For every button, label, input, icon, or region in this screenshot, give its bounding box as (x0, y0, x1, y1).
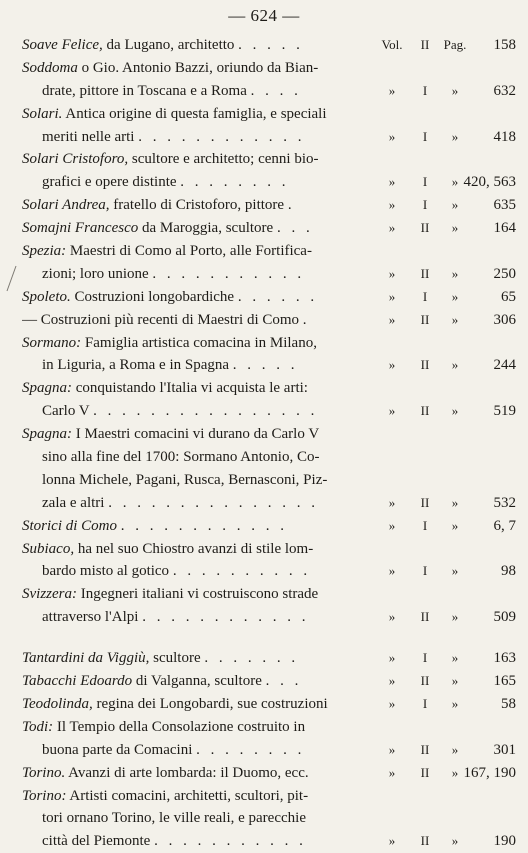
page-marker: » (451, 741, 459, 757)
volume-marker: » (388, 174, 396, 190)
entry-name: Spagna: (22, 426, 72, 443)
entry-text (22, 57, 377, 80)
dot-leader: . . . . . . . . . . . . (142, 609, 309, 626)
entry-text (22, 194, 377, 217)
volume-marker: » (388, 311, 396, 327)
page-marker: » (451, 357, 459, 373)
index-entry (0, 240, 528, 263)
entry-text (42, 560, 377, 583)
page-reference: 98 (501, 563, 516, 580)
entry-text (22, 583, 377, 606)
volume-marker: » (388, 609, 396, 625)
page-marker: » (451, 174, 459, 190)
page-reference: 418 (493, 128, 516, 145)
page-marker: » (451, 494, 459, 510)
entry-description: fratello di Cristoforo, pittore (109, 197, 285, 214)
page-marker: » (451, 197, 459, 213)
index-entry (0, 538, 528, 561)
volume-number: I (422, 517, 428, 533)
index-entry (0, 103, 528, 126)
entry-description: meriti nelle arti (42, 128, 135, 145)
volume-number: II (420, 220, 430, 236)
entry-name: Spezia: (22, 243, 67, 260)
dot-leader: . . . . . . . . . . (172, 563, 311, 580)
index-entry (0, 332, 528, 355)
dot-leader: . . . . . . . . . . . . (138, 128, 305, 145)
volume-number: II (420, 673, 430, 689)
page-reference: 190 (493, 833, 516, 850)
entry-text (42, 400, 377, 423)
index-entry (0, 377, 528, 400)
entry-description: Carlo V (42, 403, 90, 420)
page-reference: 509 (493, 609, 516, 626)
dot-leader: . . . . . . . . . . . (152, 265, 305, 282)
page-marker: » (451, 311, 459, 327)
entry-text (22, 716, 377, 739)
entry-text (22, 286, 377, 309)
volume-number: I (422, 650, 428, 666)
entry-name: Solari. (22, 105, 63, 122)
entry-name: Tantardini da Viggiù, (22, 650, 150, 667)
page-reference: 163 (493, 650, 516, 667)
entry-name: Teodolinda, (22, 695, 93, 712)
page-reference: 301 (493, 741, 516, 758)
dot-leader: . . . . . . . . . . . (154, 833, 307, 850)
page-marker: » (451, 82, 459, 98)
index-entry (0, 34, 528, 57)
entry-description: lonna Michele, Pagani, Rusca, Bernasconi, Piz- (42, 471, 328, 488)
entry-name: Torino: (22, 787, 67, 804)
entry-text (22, 670, 377, 693)
index-entry-continuation (0, 606, 528, 629)
entry-text (42, 171, 377, 194)
index-entry (0, 309, 528, 332)
entry-description: I Maestri comacini vi durano da Carlo V (72, 426, 320, 443)
volume-marker: » (388, 833, 396, 849)
entry-text (42, 606, 377, 629)
page-marker: » (451, 517, 459, 533)
page-number: — 624 — (228, 6, 300, 25)
entry-description: Costruzioni longobardiche (70, 288, 235, 305)
volume-number: II (420, 609, 430, 625)
index-entry (0, 785, 528, 808)
volume-marker: » (388, 695, 396, 711)
entry-description: o Gio. Antonio Bazzi, oriundo da Bian- (77, 59, 319, 76)
index-entry (0, 762, 528, 785)
volume-number: I (422, 128, 428, 144)
volume-marker: » (388, 288, 396, 304)
page-marker: » (451, 563, 459, 579)
page-marker: » (451, 220, 459, 236)
entry-description: Famiglia artistica comacina in Milano, (81, 334, 317, 351)
dot-leader: . . . . . . (237, 288, 318, 305)
entry-text (22, 515, 377, 538)
index-entry (0, 583, 528, 606)
page-marker: » (451, 265, 459, 281)
index-entry (0, 286, 528, 309)
page-marker: » (451, 695, 459, 711)
page-reference: 65 (501, 288, 516, 305)
entry-text (22, 148, 377, 171)
page-marker: » (451, 288, 459, 304)
entry-description: buona parte da Comacini (42, 741, 193, 758)
entry-description: grafici e opere distinte (42, 174, 177, 191)
volume-number: II (420, 494, 430, 510)
entry-name: Todi: (22, 718, 54, 735)
volume-number: II (420, 833, 430, 849)
dot-leader: . . . . . . . (204, 650, 299, 667)
volume-number: II (420, 357, 430, 373)
dot-leader: . (302, 311, 311, 328)
entry-name: Sormano: (22, 334, 82, 351)
dot-leader: . (287, 197, 296, 214)
volume-number: II (420, 764, 430, 780)
entry-text (22, 34, 377, 57)
entry-description: da Lugano, architetto (102, 37, 235, 53)
entry-description: Antica origine di questa famiglia, e speciali (62, 105, 327, 122)
entry-description: Ingegneri italiani vi costruiscono strade (77, 586, 319, 603)
entry-description: tori ornano Torino, le ville reali, e parecchie (42, 810, 306, 827)
entry-description: Artisti comacini, architetti, scultori, pit- (66, 787, 309, 804)
page-marker: » (451, 609, 459, 625)
volume-number: II (420, 741, 430, 757)
index-entry (0, 693, 528, 716)
page-reference: 58 (501, 695, 516, 712)
entry-text (42, 354, 377, 377)
index-entry-continuation (0, 830, 528, 853)
entry-description: in Liguria, a Roma e in Spagna (42, 357, 230, 374)
entry-name: Tabacchi Edoardo (22, 673, 133, 690)
entry-name: Somajni Francesco (22, 220, 139, 237)
entry-text (22, 103, 377, 126)
page-reference: 632 (493, 82, 516, 99)
entry-description: drate, pittore in Toscana e a Roma (42, 82, 247, 99)
volume-number: I (422, 563, 428, 579)
index-entry (0, 716, 528, 739)
index-entries (0, 34, 528, 853)
index-entry (0, 217, 528, 240)
entry-text (22, 693, 377, 716)
entry-text (42, 739, 377, 762)
index-entry-continuation (0, 80, 528, 103)
page-reference: 250 (493, 265, 516, 282)
section-gap (0, 629, 528, 647)
dot-leader: . . . (276, 220, 314, 237)
entry-text (42, 830, 377, 853)
entry-name: Spagna: (22, 380, 72, 397)
index-entry (0, 647, 528, 670)
volume-marker: » (388, 82, 396, 98)
volume-marker: » (388, 517, 396, 533)
entry-text (22, 538, 377, 561)
page-reference: 164 (493, 220, 516, 237)
index-entry-continuation (0, 126, 528, 149)
page-reference: 532 (493, 494, 516, 511)
entry-name: Subiaco, (22, 540, 75, 557)
index-entry-continuation (0, 263, 528, 286)
volume-marker: » (388, 220, 396, 236)
entry-description: da Maroggia, scultore (138, 220, 274, 237)
index-entry-continuation (0, 469, 528, 492)
entry-description: ha nel suo Chiostro avanzi di stile lom- (74, 540, 314, 557)
index-entry (0, 423, 528, 446)
entry-text (22, 423, 377, 446)
entry-text (22, 377, 377, 400)
entry-text (22, 762, 377, 785)
volume-marker: » (388, 764, 396, 780)
entry-name: Torino. (22, 764, 66, 781)
page-marker: » (451, 764, 459, 780)
page-marker: Pag. (443, 37, 467, 52)
dot-leader: . . . . . (238, 37, 304, 53)
volume-number: II (420, 403, 430, 419)
page-marker: » (451, 650, 459, 666)
entry-text (22, 309, 377, 332)
dot-leader: . . . . . . . . (180, 174, 290, 191)
entry-text (22, 785, 377, 808)
index-entry-continuation (0, 446, 528, 469)
volume-number: I (422, 288, 428, 304)
index-entry-continuation (0, 400, 528, 423)
volume-marker: » (388, 650, 396, 666)
volume-marker: » (388, 128, 396, 144)
dot-leader: . . . . . . . . . . . . . . . (108, 494, 319, 511)
page-reference: 167, 190 (463, 764, 516, 781)
entry-name: Svizzera: (22, 586, 77, 603)
page-marker: » (451, 833, 459, 849)
entry-name: Solari Cristoforo, (22, 151, 129, 168)
entry-description: bardo misto al gotico (42, 563, 170, 580)
page-reference: 244 (493, 357, 516, 374)
entry-text (22, 217, 377, 240)
dot-leader: . . . . . . . . . . . . . . . . (93, 403, 318, 420)
entry-text (42, 126, 377, 149)
entry-description: Maestri di Como al Porto, alle Fortifica- (66, 243, 312, 260)
dot-leader: . . . . . . . . (196, 741, 305, 758)
index-entry (0, 515, 528, 538)
volume-number: I (422, 174, 428, 190)
entry-description: scultore e architetto; cenni bio- (128, 151, 319, 168)
entry-description: zala e altri (42, 494, 105, 511)
volume-marker: » (388, 197, 396, 213)
entry-description: zioni; loro unione (42, 265, 149, 282)
entry-name: Spoleto. (22, 288, 71, 305)
index-entry-continuation (0, 807, 528, 830)
dot-leader: . . . . . . . . . . . . (120, 517, 288, 534)
page-reference: 6, 7 (493, 517, 516, 534)
volume-marker: » (388, 563, 396, 579)
entry-name: Soave Felice, (22, 37, 103, 53)
page-marker: » (451, 673, 459, 689)
page-reference: 158 (493, 37, 516, 53)
entry-description: regina dei Longobardi, sue costruzioni (92, 695, 328, 712)
entry-name: Soddoma (22, 59, 78, 76)
entry-text (42, 469, 377, 492)
entry-description: conquistando l'Italia vi acquista le arti: (72, 380, 308, 397)
volume-marker: » (388, 741, 396, 757)
entry-text (42, 492, 377, 515)
volume-marker: » (388, 673, 396, 689)
entry-description: Il Tempio della Consolazione costruito in (53, 718, 306, 735)
volume-number: I (422, 197, 428, 213)
index-entry-continuation (0, 739, 528, 762)
entry-description: di Valganna, scultore (132, 673, 262, 690)
entry-text (22, 240, 377, 263)
page-reference: 165 (493, 673, 516, 690)
entry-name: Storici di Como (22, 517, 118, 534)
page-reference: 306 (493, 311, 516, 328)
volume-number: II (420, 311, 430, 327)
index-entry (0, 148, 528, 171)
entry-name: Solari Andrea, (22, 197, 110, 214)
entry-text (42, 80, 377, 103)
page-marker: » (451, 403, 459, 419)
index-entry-continuation (0, 560, 528, 583)
volume-number: I (422, 695, 428, 711)
index-entry-continuation (0, 354, 528, 377)
entry-text (42, 263, 377, 286)
index-entry-continuation (0, 171, 528, 194)
entry-text (22, 647, 377, 670)
volume-number: I (422, 82, 428, 98)
entry-description: — Costruzioni più recenti di Maestri di Como (22, 311, 300, 328)
index-entry-continuation (0, 492, 528, 515)
volume-marker: » (388, 403, 396, 419)
page-reference: 635 (493, 197, 516, 214)
volume-marker: Vol. (381, 37, 403, 52)
volume-marker: » (388, 265, 396, 281)
volume-number: II (420, 265, 430, 281)
entry-description: attraverso l'Alpi (42, 609, 139, 626)
volume-marker: » (388, 357, 396, 373)
index-entry (0, 57, 528, 80)
dot-leader: . . . . . (232, 357, 299, 374)
volume-number: II (420, 37, 430, 52)
page-marker: » (451, 128, 459, 144)
index-entry (0, 670, 528, 693)
volume-marker: » (388, 494, 396, 510)
page-reference: 519 (493, 403, 516, 420)
entry-text (42, 807, 377, 830)
dot-leader: . . . . (250, 82, 302, 99)
entry-description: città del Piemonte (42, 833, 151, 850)
entry-description: sino alla fine del 1700: Sormano Antonio, Co- (42, 449, 320, 466)
entry-description: Avanzi di arte lombarda: il Duomo, ecc. (65, 764, 309, 781)
entry-text (22, 332, 377, 355)
entry-text (42, 446, 377, 469)
entry-description: scultore (149, 650, 201, 667)
dot-leader: . . . (265, 673, 302, 690)
page-reference: 420, 563 (463, 174, 516, 191)
index-entry (0, 194, 528, 217)
